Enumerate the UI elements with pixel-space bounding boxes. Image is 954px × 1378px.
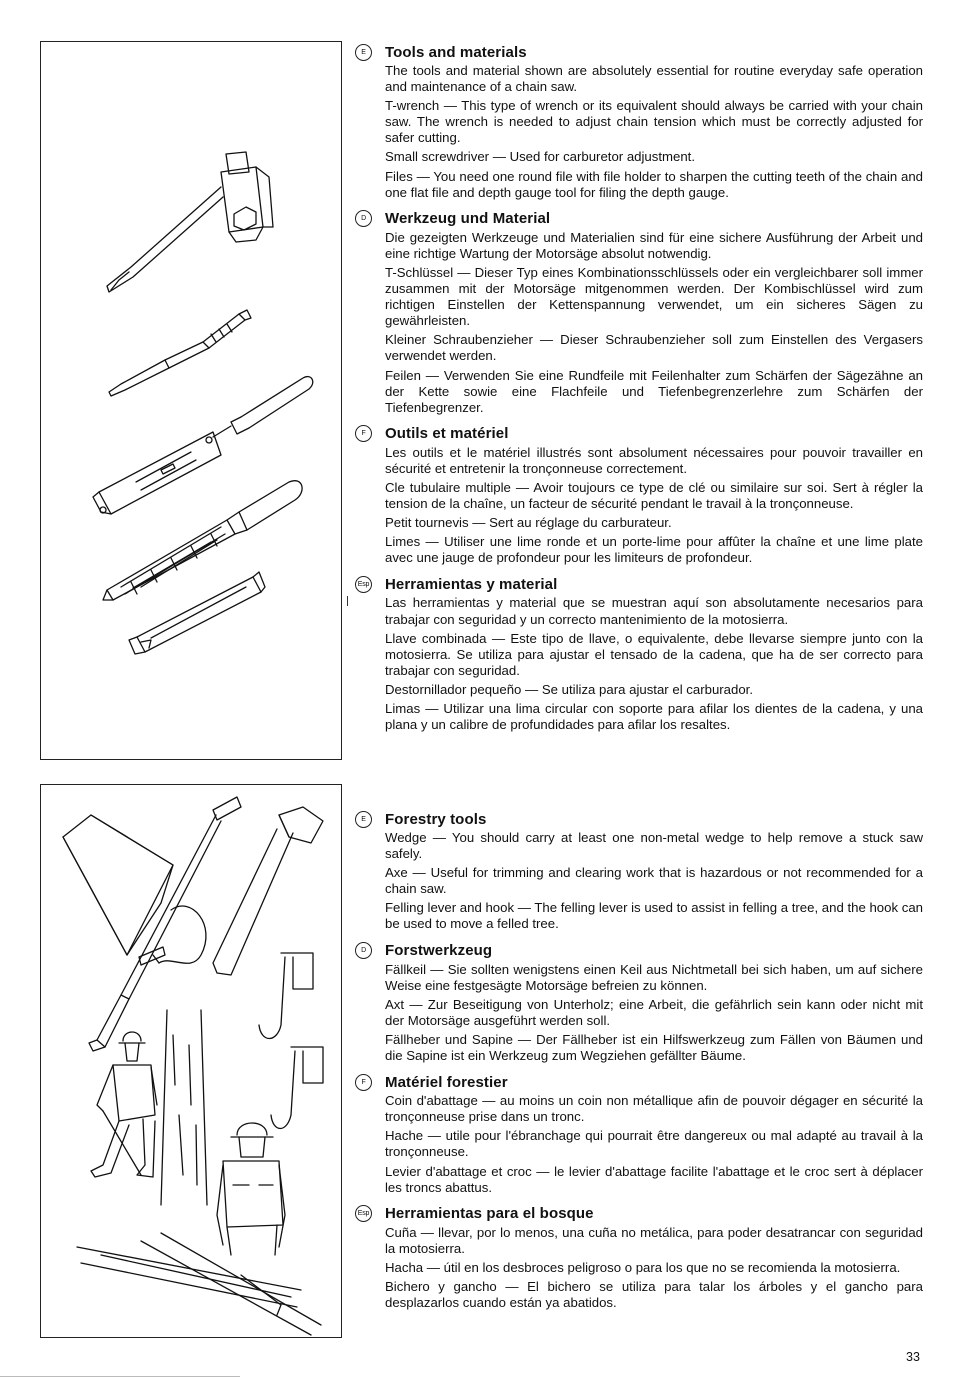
axe-icon xyxy=(213,807,323,975)
section-forestry-english xyxy=(355,808,923,933)
forestry-illustration-frame xyxy=(40,784,342,1338)
paragraph: Les outils et le matériel illustrés sont absolument nécessaires pour pouvoir travailler en sécurité et entretenir la tronçonneuse correctement. xyxy=(385,444,923,476)
forestry-illustration xyxy=(41,785,341,1337)
language-badge-icon: F xyxy=(355,425,372,442)
section-tools-german xyxy=(355,208,923,416)
paragraph: Bichero y gancho — El bichero se utiliza para talar los árboles y el gancho para desplazarlos cuando están ya abatidos. xyxy=(385,1278,923,1311)
paragraph: Cuña — llevar, por lo menos, una cuña no metálica, para poder desatrancar con seguridad la motosierra. xyxy=(385,1224,923,1256)
paragraph: Limas — Utilizar una lima circular con soporte para afilar los dientes de la cadena, y una plana y un calibre de profundidades para afilar los resaltes. xyxy=(385,701,923,733)
paragraph: Hache — utile pour l'ébranchage qui pourrait être dangereux ou mal adapté au travail à la tronçonneuse. xyxy=(385,1128,923,1160)
bottom-rule xyxy=(0,1376,240,1377)
page-number: 33 xyxy=(906,1350,920,1364)
felling-lever-icon xyxy=(89,797,241,1051)
paragraph: Coin d'abattage — au moins un coin non métallique afin de pouvoir dégager en sécurité la tronçonneuse prise dans un tronc. xyxy=(385,1093,923,1125)
section-title: Outils et matériel xyxy=(385,425,509,443)
paragraph: Feilen — Verwenden Sie eine Rundfeile mit Feilenhalter zum Schärfen der Sägezähne an der Kette sowie eine Flachfeile und Tiefenbegrenzerlehre zum Schärfen der Tiefenbegrenzer. xyxy=(385,367,923,415)
paragraph: Axe — Useful for trimming and clearing work that is hazardous or not recommended for a chain saw. xyxy=(385,865,923,897)
paragraph: Wedge — You should carry at least one non-metal wedge to help remove a stuck saw safely. xyxy=(385,830,923,862)
paragraph: Felling lever and hook — The felling lever is used to assist in felling a tree, and the hook can be used to move a felled tree. xyxy=(385,900,923,932)
paragraph: Fällkeil — Sie sollten wenigstens einen Keil aus Nichtmetall bei sich haben, um auf sichere Weise eine festgesägte Motorsäge befreien zu können. xyxy=(385,961,923,993)
flat-file-icon xyxy=(103,481,302,600)
paragraph: Petit tournevis — Sert au réglage du carburateur. xyxy=(385,515,672,531)
section-forestry-german xyxy=(355,940,923,1065)
paragraph: T-wrench — This type of wrench or its equivalent should always be carried with your chain saw. The wrench is needed to adjust chain tension which must be correctly adjusted for safer cutting. xyxy=(385,98,923,146)
t-wrench-icon xyxy=(107,152,273,292)
paragraph: Fällheber und Sapine — Der Fällheber ist ein Hilfswerkzeug zum Fällen von Bäumen und die Sapine ist ein Werkzeug zum Wegziehen gefällter Bäume. xyxy=(385,1031,923,1064)
paragraph: Hacha — útil en los desbroces peligroso o para los que no se recomienda la motosierra. xyxy=(385,1259,901,1275)
language-badge-icon: F xyxy=(355,1074,372,1091)
wedge-icon xyxy=(63,815,173,955)
forestry-text-column xyxy=(355,808,923,1318)
paragraph: The tools and material shown are absolutely essential for routine everyday safe operation and maintenance of a chain saw. xyxy=(385,63,923,95)
section-tools-spanish xyxy=(355,573,923,733)
section-title: Matériel forestier xyxy=(385,1073,508,1091)
section-title: Tools and materials xyxy=(385,43,527,61)
language-badge-icon: Esp xyxy=(355,576,372,593)
tools-illustration-frame xyxy=(40,41,342,760)
round-file-holder-icon xyxy=(93,377,313,514)
margin-mark xyxy=(347,596,348,606)
section-forestry-french xyxy=(355,1071,923,1196)
section-forestry-spanish xyxy=(355,1203,923,1311)
felled-log-icon xyxy=(77,1233,321,1335)
section-tools-french xyxy=(355,423,923,567)
tree-trunk-icon xyxy=(161,1010,207,1205)
language-badge-icon: Esp xyxy=(355,1205,372,1222)
paragraph: Axt — Zur Beseitigung von Unterholz; eine Arbeit, die gefährlich sein kann oder nicht mit der Motorsäge ausgeführt werden soll. xyxy=(385,996,923,1028)
paragraph: Die gezeigten Werkzeuge und Materialien sind für eine sichere Ausführung der Arbeit und eine richtige Wartung der Motorsäge absolut notwendig. xyxy=(385,229,923,261)
worker-with-lever-icon xyxy=(91,1032,157,1177)
section-title: Werkzeug und Material xyxy=(385,210,551,228)
paragraph: Small screwdriver — Used for carburetor adjustment. xyxy=(385,149,696,165)
paragraph: Files — You need one round file with file holder to sharpen the cutting teeth of the chain and one flat file and depth gauge tool for filing the depth gauge. xyxy=(385,168,923,200)
section-title: Herramientas y material xyxy=(385,575,558,593)
paragraph: Limes — Utiliser une lime ronde et un porte-lime pour affûter la chaîne et une lime plate avec une jauge de profondeur pour les limiteurs de profondeur. xyxy=(385,534,923,566)
paragraph: Las herramientas y material que se muestran aquí son absolutamente necesarios para trabajar con seguridad y un correcto mantenimiento de la motosierra. xyxy=(385,595,923,627)
worker-with-hook-icon xyxy=(217,1123,285,1255)
paragraph: Llave combinada — Este tipo de llave, o equivalente, debe llevarse siempre junto con la motosierra. Se utiliza para ajustar el tensado de la cadena, que ha de ser correcto para trabajar con seguridad. xyxy=(385,630,923,678)
section-title: Forstwerkzeug xyxy=(385,942,493,960)
screwdriver-icon xyxy=(109,310,251,396)
language-badge-icon: D xyxy=(355,942,372,959)
paragraph: Cle tubulaire multiple — Avoir toujours ce type de clé ou similaire sur soi. Sert à régler la tension de la chaîne, un facteur de sécurité pendant le travail à la tronçonneuse. xyxy=(385,479,923,512)
language-badge-icon: D xyxy=(355,210,372,227)
language-badge-icon: E xyxy=(355,811,372,828)
section-tools-english xyxy=(355,41,923,201)
language-badge-icon: E xyxy=(355,44,372,61)
section-title: Herramientas para el bosque xyxy=(385,1205,594,1223)
tools-illustration xyxy=(41,42,341,759)
paragraph: Levier d'abattage et croc — le levier d'abattage facilite l'abattage et le croc sert à déplacer les troncs abattus. xyxy=(385,1163,923,1195)
paragraph: T-Schlüssel — Dieser Typ eines Kombinationsschlüssels oder ein vergleichbarer soll immer zusammen mit der Motorsäge mitgenommen werden. Der Kombischlüssel wird zum richtigen Einstellen der Kettenspannung verwendet, um ein sicheres Sägen zu gewährleisten. xyxy=(385,264,923,329)
tools-text-column xyxy=(355,41,923,740)
paragraph: Destornillador pequeño — Se utiliza para ajustar el carburador. xyxy=(385,681,753,697)
felling-hook-icon xyxy=(259,953,323,1129)
depth-gauge-tool-icon xyxy=(129,572,265,654)
paragraph: Kleiner Schraubenzieher — Dieser Schraubenzieher soll zum Einstellen des Vergasers verwendet werden. xyxy=(385,332,923,364)
section-title: Forestry tools xyxy=(385,810,487,828)
